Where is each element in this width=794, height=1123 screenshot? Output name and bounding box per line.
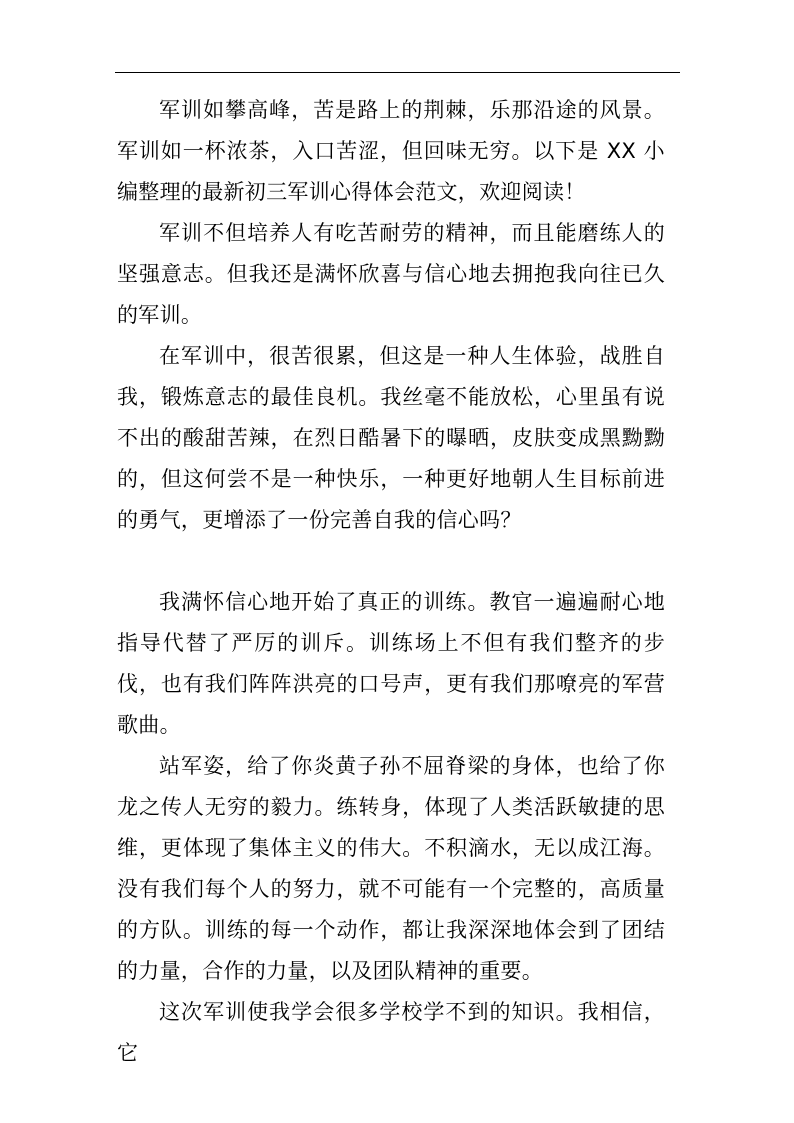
paragraph-military-posture: 站军姿，给了你炎黄子孙不屈脊梁的身体，也给了你龙之传人无穷的毅力。练转身，体现了人类活跃敏捷的思维，更体现了集体主义的伟大。不积滴水，无以成江海。没有我们每个人的努力，就不可能有一个完整的，高质量的方队。训练的每一个动作，都让我深深地体会到了团结的力量，合作的力量，以及团队精神的重要。	[117, 754, 665, 983]
header-rule	[115, 72, 680, 73]
document-body	[117, 90, 665, 1074]
paragraph-training-benefits: 军训不但培养人有吃苦耐劳的精神，而且能磨练人的坚强意志。但我还是满怀欣喜与信心地去拥抱我向往已久的军训。	[117, 221, 665, 327]
paragraph-hardship: 在军训中，很苦很累，但这是一种人生体验，战胜自我，锻炼意志的最佳良机。我丝毫不能放松，心里虽有说不出的酸甜苦辣，在烈日酷暑下的曝晒，皮肤变成黑黝黝的，但这何尝不是一种快乐，一种更好地朝人生目标前进的勇气，更增添了一份完善自我的信心吗？	[117, 344, 665, 532]
paragraph-intro: 军训如攀高峰，苦是路上的荆棘，乐那沿途的风景。军训如一杯浓茶，入口苦涩，但回味无穷。以下是 XX 小编整理的最新初三军训心得体会范文，欢迎阅读！	[117, 98, 665, 204]
paragraph-real-training: 我满怀信心地开始了真正的训练。教官一遍遍耐心地指导代替了严厉的训斥。训练场上不但有我们整齐的步伐，也有我们阵阵洪亮的口号声，更有我们那嘹亮的军营歌曲。	[117, 590, 665, 737]
paragraph-knowledge: 这次军训使我学会很多学校学不到的知识。我相信，它	[117, 1000, 665, 1065]
